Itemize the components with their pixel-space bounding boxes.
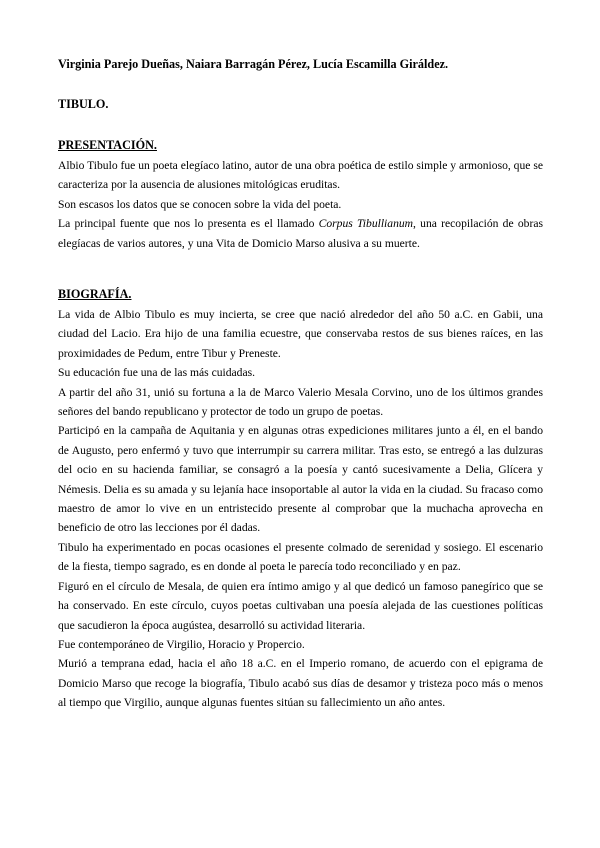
paragraph xyxy=(58,577,543,635)
section-body-biografia xyxy=(58,305,543,713)
paragraph-text: Su educación fue una de las más cuidadas. xyxy=(58,366,256,380)
authors-line: Virginia Parejo Dueñas, Naiara Barragán Pérez, Lucía Escamilla Giráldez. xyxy=(58,57,449,71)
paragraph-text: Participó en la campaña de Aquitania y en algunas otras expediciones militares junto a él, en el bando de Augusto, pero enfermó y tuvo que interrumpir su carrera militar. Tras esto, se entregó a las dulzuras del ocio en su hacienda familiar, se consagró a la poesía y cantó sucesivamente a Delia, Glícera y Némesis. Delia es su amada y su lejanía hace insoportable al autor la vida en la ciudad. Su fracaso como maestro de amor lo vive en un entristecido presente al comprobar que la muchacha aprovecha en beneficio de otro las lecciones por él dadas. xyxy=(58,424,543,535)
paragraph-text: A partir del año 31, unió su fortuna a la de Marco Valerio Mesala Corvino, uno de los últimos grandes señores del bando republicano y protector de todo un grupo de poetas. xyxy=(58,385,543,419)
paragraph xyxy=(58,363,543,382)
paragraph-text: Albio Tibulo fue un poeta elegíaco latino, autor de una obra poética de estilo simple y armonioso, que se caracteriza por la ausencia de alusiones mitológicas eruditas. xyxy=(58,159,543,192)
paragraph-text: Fue contemporáneo de Virgilio, Horacio y Propercio. xyxy=(58,637,305,651)
paragraph xyxy=(58,214,543,253)
paragraph-text: Son escasos los datos que se conocen sobre la vida del poeta. xyxy=(58,197,342,211)
paragraph xyxy=(58,654,543,712)
paragraph xyxy=(58,421,543,537)
paragraph-text: Murió a temprana edad, hacia el año 18 a.C. en el Imperio romano, de acuerdo con el epigrama de Domicio Marso que recoge la biografía, Tibulo acabó sus días de desamor y tristeza poco más o menos al tiempo que Virgilio, aunque algunas fuentes sitúan su fallecimiento un año antes. xyxy=(58,657,543,710)
paragraph-text: Tibulo ha experimentado en pocas ocasiones el presente colmado de serenidad y sosiego. El escenario de la fiesta, tiempo sagrado, es en donde al poeta le parecía todo reconciliado y en paz. xyxy=(58,540,543,574)
work-title-italic: Corpus Tibullianum xyxy=(318,217,414,231)
paragraph xyxy=(58,383,543,422)
paragraph xyxy=(58,156,543,195)
paragraph xyxy=(58,305,543,363)
paragraph xyxy=(58,635,543,654)
paragraph-text: , una recopilación de obras elegíacas de varios autores, y una Vita de Domicio Marso alusiva a su muerte. xyxy=(58,217,543,250)
paragraph xyxy=(58,195,543,214)
section-heading-presentacion: PRESENTACIÓN. xyxy=(58,138,157,152)
document-title: TIBULO. xyxy=(58,97,109,111)
section-heading-biografia: BIOGRAFÍA. xyxy=(58,287,132,301)
paragraph-text: La principal fuente que nos lo presenta es el llamado xyxy=(58,217,319,231)
paragraph-text: La vida de Albio Tibulo es muy incierta, se cree que nació alrededor del año 50 a.C. en Gabii, una ciudad del Lacio. Era hijo de una familia ecuestre, que conservaba restos de sus bienes raíces, en las proximidades de Pedum, entre Tibur y Preneste. xyxy=(58,308,543,360)
paragraph xyxy=(58,538,543,577)
paragraph-text: Figuró en el círculo de Mesala, de quien era íntimo amigo y al que dedicó un famoso panegírico que se ha conservado. En este círculo, cuyos poetas cultivaban una poesía alejada de las cuestiones políticas que sacudieron la época augústea, desarrolló su actividad literaria. xyxy=(58,579,543,632)
section-body-presentacion xyxy=(58,156,543,253)
